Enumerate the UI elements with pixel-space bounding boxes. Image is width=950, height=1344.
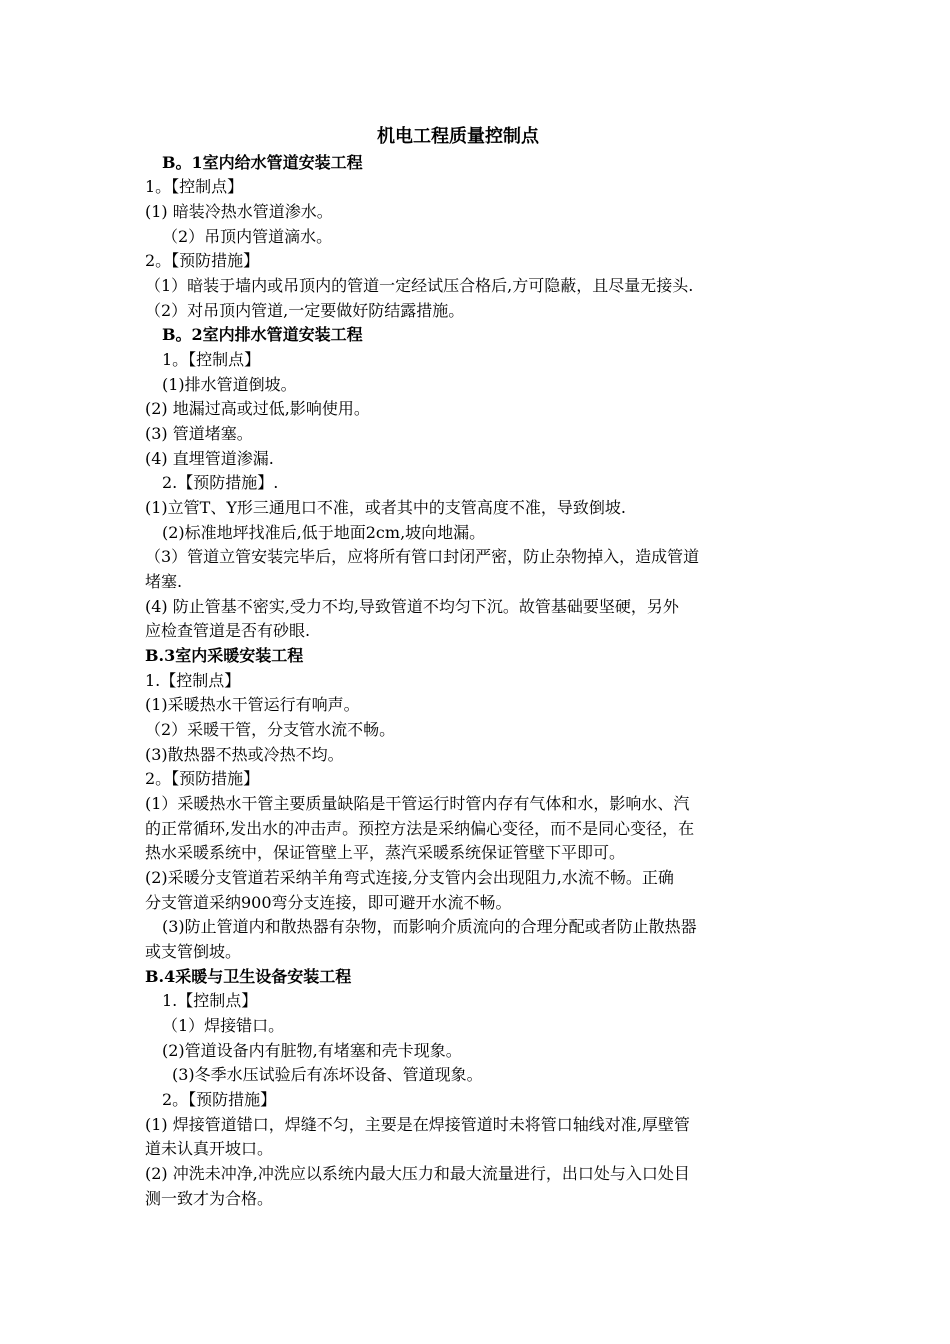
- text-line: （2）采暖干管，分支管水流不畅。: [145, 720, 396, 739]
- text-line: 测一致才为合格。: [145, 1189, 274, 1208]
- text-line: (2)管道设备内有脏物,有堵塞和壳卡现象。: [162, 1041, 462, 1060]
- text-line: (4) 直埋管道渗漏.: [145, 449, 274, 468]
- section-heading: B。1室内给水管道安装工程: [162, 153, 363, 172]
- text-line: 道未认真开坡口。: [145, 1139, 274, 1158]
- text-line: (2) 地漏过高或过低,影响使用。: [145, 399, 370, 418]
- text-line: 2。【预防措施】: [145, 251, 260, 270]
- text-line: 热水采暖系统中，保证管壁上平，蒸汽采暖系统保证管壁下平即可。: [145, 843, 626, 862]
- text-line: （3）管道立管安装完毕后，应将所有管口封闭严密，防止杂物掉入，造成管道: [145, 547, 700, 566]
- text-line: 堵塞.: [145, 572, 183, 591]
- text-line: (1)采暖热水干管运行有响声。: [145, 695, 360, 714]
- text-line: (1）采暖热水干管主要质量缺陷是干管运行时管内存有气体和水，影响水、汽: [145, 794, 690, 813]
- text-line: (3)冬季水压试验后有冻坏设备、管道现象。: [172, 1065, 483, 1084]
- text-line: 应检查管道是否有砂眼.: [145, 621, 311, 640]
- text-line: 1.【控制点】: [145, 671, 241, 690]
- text-line: （2）对吊顶内管道,一定要做好防结露措施。: [145, 301, 465, 320]
- text-line: (3) 管道堵塞。: [145, 424, 253, 443]
- text-line: (1) 焊接管道错口，焊缝不匀，主要是在焊接管道时未将管口轴线对准,厚壁管: [145, 1115, 690, 1134]
- text-line: 2.【预防措施】.: [162, 473, 279, 492]
- text-line: (2) 冲洗未冲净,冲洗应以系统内最大压力和最大流量进行，出口处与入口处目: [145, 1164, 690, 1183]
- page-title: 机电工程质量控制点: [377, 126, 539, 147]
- text-line: (1)排水管道倒坡。: [162, 375, 297, 394]
- text-line: （1）焊接错口。: [162, 1016, 285, 1035]
- text-line: 1。【控制点】: [145, 177, 244, 196]
- section-heading: B。2室内排水管道安装工程: [162, 325, 363, 344]
- text-line: (4) 防止管基不密实,受力不均,导致管道不均匀下沉。故管基础要坚硬，另外: [145, 597, 679, 616]
- section-heading: B.3室内采暖安装工程: [145, 646, 304, 665]
- text-line: 2。【预防措施】: [145, 769, 260, 788]
- text-line: 的正常循环,发出水的冲击声。预控方法是采纳偏心变径，而不是同心变径，在: [145, 819, 695, 838]
- text-line: 或支管倒坡。: [145, 942, 242, 961]
- text-line: (2)采暖分支管道若采纳羊角弯式连接,分支管内会出现阻力,水流不畅。正确: [145, 868, 674, 887]
- text-line: (1) 暗装冷热水管道渗水。: [145, 202, 333, 221]
- section-heading: B.4采暖与卫生设备安装工程: [145, 967, 352, 986]
- text-line: 2。【预防措施】: [162, 1090, 277, 1109]
- text-line: (3)防止管道内和散热器有杂物，而影响介质流向的合理分配或者防止散热器: [162, 917, 697, 936]
- text-line: (3)散热器不热或冷热不均。: [145, 745, 344, 764]
- text-line: (1)立管T、Y形三通甩口不准，或者其中的支管高度不准，导致倒坡.: [145, 498, 626, 517]
- text-line: （1）暗装于墙内或吊顶内的管道一定经试压合格后,方可隐蔽，且尽量无接头.: [145, 276, 694, 295]
- text-line: （2）吊顶内管道滴水。: [162, 227, 333, 246]
- text-line: 分支管道采纳900弯分支连接，即可避开水流不畅。: [145, 893, 512, 912]
- text-line: 1。【控制点】: [162, 350, 261, 369]
- text-line: 1.【控制点】: [162, 991, 258, 1010]
- text-line: (2)标准地坪找准后,低于地面2cm,坡向地漏。: [162, 523, 486, 542]
